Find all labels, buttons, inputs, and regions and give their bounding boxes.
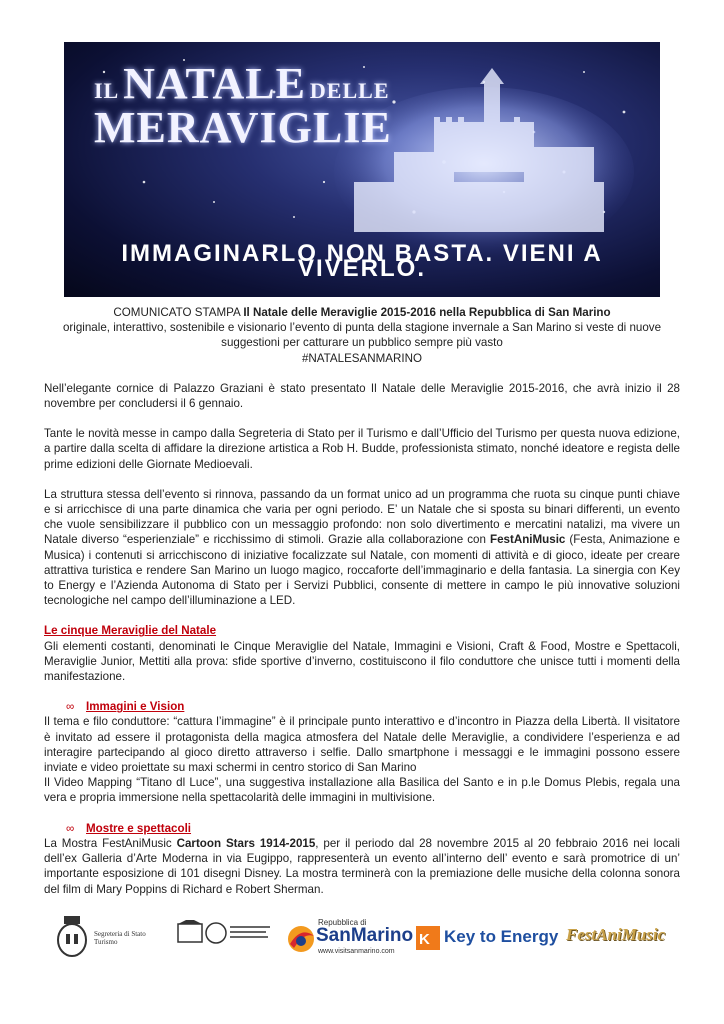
title-delle: DELLE: [309, 78, 390, 103]
banner-tagline: IMMAGINARLO NON BASTA. VIENI A VIVERLO.: [121, 240, 603, 283]
segreteria-line-2: Turismo: [94, 938, 118, 946]
section-3-text-a: La Mostra FestAniMusic: [44, 836, 177, 850]
festanimusic-bold: FestAniMusic: [490, 533, 566, 547]
intro-subtitle: originale, interattivo, sostenibile e visionario l’evento di punta della stagione invernale a San Marino si veste di nuove: [62, 321, 662, 335]
paragraph-3-text-2: (Festa, Animazione e Musica) i contenuti si arricchiscono di iniziative focalizzate sul Natale, con momenti di attività e di gioco, ideate per creare attrattiva turistica e rendere San Marino un luogo magico, roccaforte dell’immaginario e della fantasia. La sinergia con Key to Energy e l’Azienda Autonoma di Stato per i Servizi Pubblici, consente di mettere in campo le più innovative soluzioni tecnologiche nel campo dell’illuminazione a LED.: [44, 533, 680, 608]
segreteria-line-1: Segreteria di Stato: [94, 930, 146, 938]
san-marino-prefix: Repubblica di: [318, 918, 367, 927]
press-release-body: [44, 305, 680, 897]
san-marino-url: www.visitsanmarino.com: [318, 948, 395, 955]
sponsor-logos: [44, 910, 684, 970]
section-heading-meraviglie: Le cinque Meraviglie del Natale: [44, 624, 217, 638]
section-3-text: [44, 836, 680, 897]
section-1-text: Gli elementi costanti, denominati le Cinque Meraviglie del Natale, Immagini e Visioni, Craft & Food, Mostre e Spettacoli, Meraviglie Junior, Mettiti alla prova: sfide sportive d’inverno, costituiscono il filo conduttore che unisce tutti i momenti della manifestazione.: [44, 639, 680, 684]
festanimusic-logo: [562, 910, 680, 965]
key-to-energy-icon: [416, 926, 440, 950]
intro-title: Il Natale delle Meraviglie 2015-2016 nella Repubblica di San Marino: [243, 306, 611, 319]
intro-block: [44, 305, 680, 366]
hero-banner: [64, 42, 660, 297]
intro-title-line: [44, 305, 680, 320]
intro-prefix: COMUNICATO STAMPA: [113, 306, 244, 319]
section-heading-immagini: [44, 699, 680, 714]
section-2-text-2: Il Video Mapping “Titano dl Luce”, una suggestiva installazione alla Basilica del Santo e in p.le Domus Plebis, regala una vera e propria immersione nella spettacolarità delle immagini in multivisione.: [44, 776, 680, 805]
paragraph-3: [44, 487, 680, 609]
intro-subtitle-2: suggestioni per catturare un pubblico sempre più vasto: [221, 336, 503, 350]
section-2-heading: Immagini e Vision: [86, 700, 185, 714]
intro-hashtag: #NATALESANMARINO: [301, 351, 423, 365]
infinity-bullet-icon: ∞: [66, 821, 75, 835]
section-heading-mostre: [44, 821, 680, 836]
visit-san-marino-logo: [284, 910, 414, 965]
unesco-icon: [176, 920, 272, 960]
title-il: IL: [94, 78, 120, 103]
paragraph-3-text: La struttura stessa dell’evento si rinnova, passando da un format unico ad un programma che ruota su cinque punti chiave e si arricchisce di una parte dinamica che varia per ogni periodo. E’ un Natale che si sposta su binari differenti, un evento che vuole sensibilizzare il pubblico con un messaggio profondo: non solo divertimento e mercatini natalizi, ma vivere un Natale diverso “esperienziale” e ricchissimo di stimoli. Grazie alla collaborazione con: [44, 487, 680, 547]
section-3-text-b: , per il periodo dal 28 novembre 2015 al 20 febbraio 2016 nei locali dell’ex Galleria d’Arte Moderna in via Eugippo, rappresenterà un evento all’interno dell’ evento e sarà promotrice di un’ importante esposizione di 101 disegni Disney. La mostra terminerà con la premiazione delle musiche della colonna sonora del film di Mary Poppins di Richard e Robert Sherman.: [44, 836, 680, 896]
segreteria-logo: [52, 910, 172, 965]
festanimusic-wordmark: FestAniMusic: [566, 925, 666, 944]
paragraph-1: Nell’elegante cornice di Palazzo Graziani è stato presentato Il Natale delle Meraviglie 2015-2016, che avrà inizio il 28 novembre per concludersi il 6 gennaio.: [44, 381, 680, 411]
paragraph-2: Tante le novità messe in campo dalla Segreteria di Stato per il Turismo e dall’Ufficio del Turismo per questa nuova edizione, a partire dalla scelta di affidare la direzione artistica a Rob H. Budde, professionista stimato, nonché ideatore e regista delle prime edizioni delle Giornate Medioevali.: [44, 427, 680, 471]
banner-title: [94, 59, 392, 152]
infinity-bullet-icon: ∞: [66, 700, 75, 714]
san-marino-wordmark: SanMarino: [316, 925, 414, 946]
svg-text:K: K: [419, 931, 430, 948]
section-3-heading: Mostre e spettacoli: [86, 821, 192, 835]
title-meraviglie: MERAVIGLIE: [94, 103, 392, 152]
key-to-energy-wordmark: Key to Energy: [444, 927, 559, 946]
cartoon-stars-bold: Cartoon Stars 1914-2015: [176, 836, 316, 850]
coat-of-arms-icon: [52, 912, 92, 962]
section-2-text: Il tema e filo conduttore: “cattura l’immagine” è il principale punto interattivo e d’incontro in Piazza della Libertà. Il visitatore è invitato ad essere il protagonista della magica atmosfera del Natale delle Meraviglie, a condividere l’esperienza e ad interagire partecipando al gioco diretto attraverso i selfie. Dallo smartphone i messaggi e le immagini possono essere inviate e video proiettate su maxi schermi in centro storico di San Marino: [44, 715, 680, 775]
unesco-logo: [176, 910, 272, 965]
san-marino-swirl-icon: [286, 924, 316, 954]
title-natale: NATALE: [123, 59, 306, 108]
key-to-energy-logo: [414, 910, 559, 965]
